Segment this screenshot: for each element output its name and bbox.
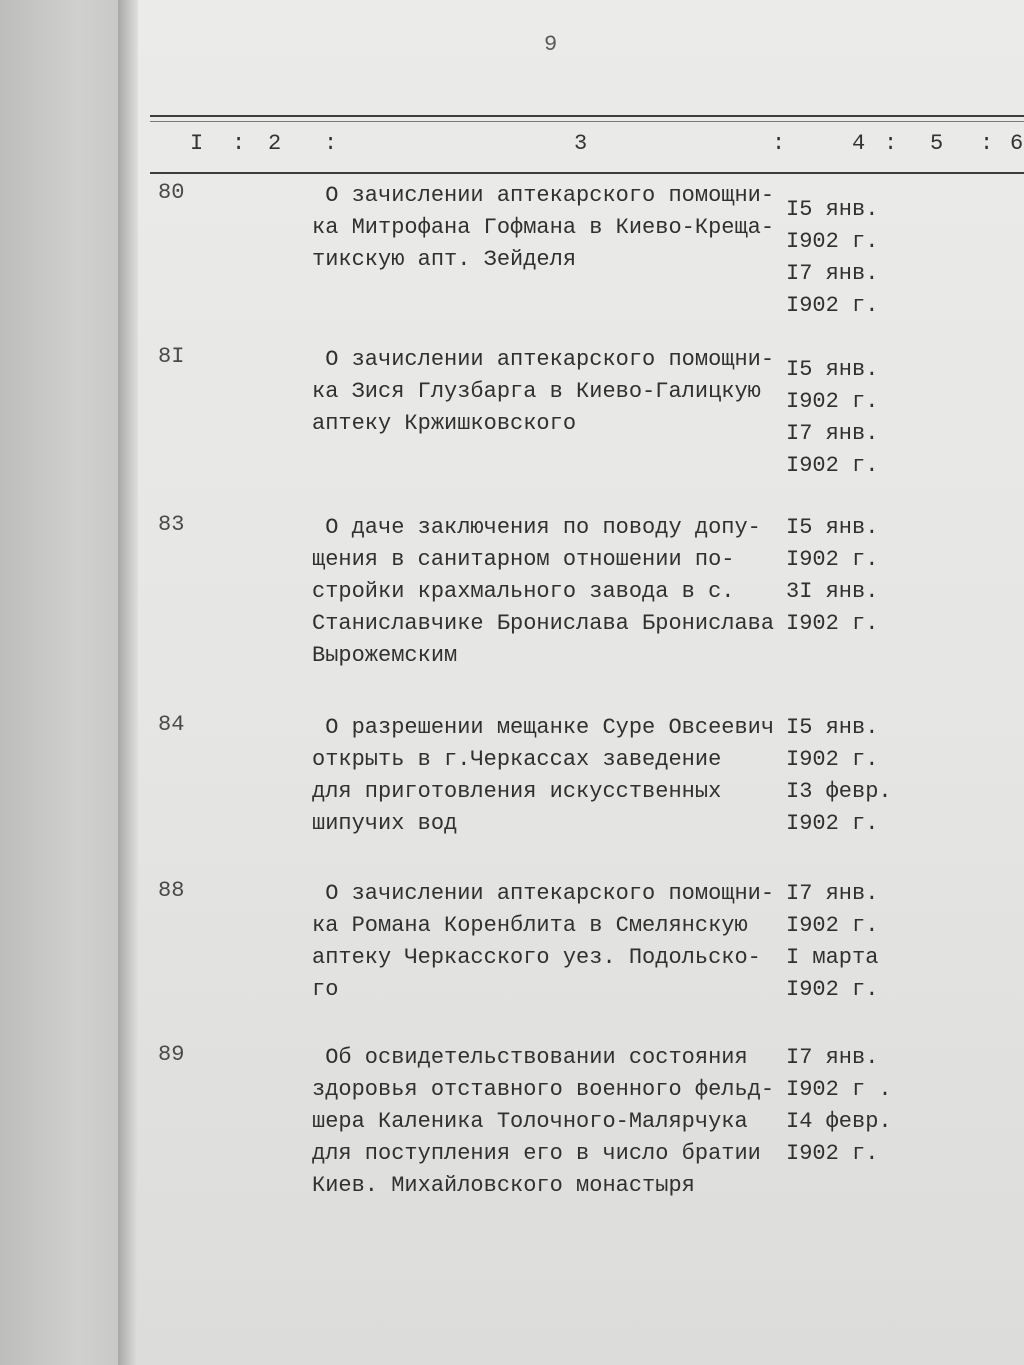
column-separator: : — [232, 131, 246, 156]
description-line: шера Каленика Толочного-Малярчука — [312, 1109, 748, 1134]
description-line: ка Романа Коренблита в Смелянскую — [312, 913, 748, 938]
entry-number: 80 — [158, 180, 185, 205]
entry-dates — [786, 1042, 892, 1170]
entry-number: 8I — [158, 344, 185, 369]
entry-description — [312, 180, 782, 276]
description-line: открыть в г.Черкассах заведение — [312, 747, 722, 772]
description-line: ка Митрофана Гофмана в Киево-Креща- — [312, 215, 775, 240]
description-line: О зачислении аптекарского помощни- — [312, 347, 775, 372]
description-line: го — [312, 977, 339, 1002]
column-separator: : — [324, 131, 338, 156]
description-line: Станиславчике Бронислава Бронислава — [312, 611, 775, 636]
description-line: для поступления его в число братии — [312, 1141, 761, 1166]
header-rule-top-thin — [150, 121, 1024, 122]
entry-description — [312, 344, 782, 440]
column-header-5: 5 — [930, 131, 944, 156]
date-line: I5 янв. — [786, 357, 879, 382]
date-line: I3 февр. — [786, 779, 892, 804]
description-line: аптеку Черкасского уез. Подольско- — [312, 945, 761, 970]
date-line: I902 г . — [786, 1077, 892, 1102]
description-line: Киев. Михайловского монастыря — [312, 1173, 695, 1198]
column-header-3: 3 — [574, 131, 588, 156]
description-line: ка Зися Глузбарга в Киево-Галицкую — [312, 379, 761, 404]
entry-number: 83 — [158, 512, 185, 537]
date-line: I902 г. — [786, 977, 879, 1002]
column-separator: : — [772, 131, 786, 156]
entry-description — [312, 712, 782, 840]
date-line: I7 янв. — [786, 261, 879, 286]
date-line: I902 г. — [786, 811, 879, 836]
description-line: Вырожемским — [312, 643, 458, 668]
date-line: I5 янв. — [786, 715, 879, 740]
date-line: 3I янв. — [786, 579, 879, 604]
column-header-4: 4 — [852, 131, 866, 156]
description-line: Об освидетельствовании состояния — [312, 1045, 748, 1070]
entry-dates — [786, 194, 878, 322]
facing-page-edge — [0, 0, 132, 1365]
date-line: I5 янв. — [786, 197, 879, 222]
date-line: I марта — [786, 945, 879, 970]
description-line: О разрешении мещанке Суре Овсеевич — [312, 715, 775, 740]
date-line: I902 г. — [786, 1141, 879, 1166]
date-line: I7 янв. — [786, 1045, 879, 1070]
entry-number: 89 — [158, 1042, 185, 1067]
column-header-2: 2 — [268, 131, 282, 156]
column-header-1: I — [190, 131, 204, 156]
date-line: I902 г. — [786, 389, 879, 414]
date-line: I902 г. — [786, 913, 879, 938]
description-line: стройки крахмального завода в с. — [312, 579, 735, 604]
header-rule-bottom — [150, 172, 1024, 174]
description-line: щения в санитарном отношении по- — [312, 547, 735, 572]
book-gutter — [118, 0, 140, 1365]
entry-dates — [786, 512, 878, 640]
entry-number: 88 — [158, 878, 185, 903]
description-line: тикскую апт. Зейделя — [312, 247, 577, 272]
entry-description — [312, 878, 782, 1006]
column-header-6: 6 — [1010, 131, 1024, 156]
column-separator: : — [884, 131, 898, 156]
description-line: здоровья отставного военного фельд- — [312, 1077, 775, 1102]
date-line: I7 янв. — [786, 881, 879, 906]
description-line: шипучих вод — [312, 811, 458, 836]
date-line: I902 г. — [786, 747, 879, 772]
description-line: для приготовления искусственных — [312, 779, 722, 804]
date-line: I4 февр. — [786, 1109, 892, 1134]
date-line: I902 г. — [786, 293, 879, 318]
entry-number: 84 — [158, 712, 185, 737]
entry-dates — [786, 354, 878, 482]
date-line: I902 г. — [786, 547, 879, 572]
date-line: I902 г. — [786, 453, 879, 478]
entry-dates — [786, 712, 892, 840]
description-line: О зачислении аптекарского помощни- — [312, 881, 775, 906]
date-line: I7 янв. — [786, 421, 879, 446]
page-number: 9 — [544, 32, 558, 57]
description-line: О зачислении аптекарского помощни- — [312, 183, 775, 208]
column-separator: : — [980, 131, 994, 156]
entry-description — [312, 1042, 782, 1202]
description-line: аптеку Кржишковского — [312, 411, 577, 436]
date-line: I902 г. — [786, 229, 879, 254]
header-rule-top — [150, 115, 1024, 117]
date-line: I902 г. — [786, 611, 879, 636]
entry-description — [312, 512, 782, 672]
description-line: О даче заключения по поводу допу- — [312, 515, 761, 540]
date-line: I5 янв. — [786, 515, 879, 540]
entry-dates — [786, 878, 878, 1006]
